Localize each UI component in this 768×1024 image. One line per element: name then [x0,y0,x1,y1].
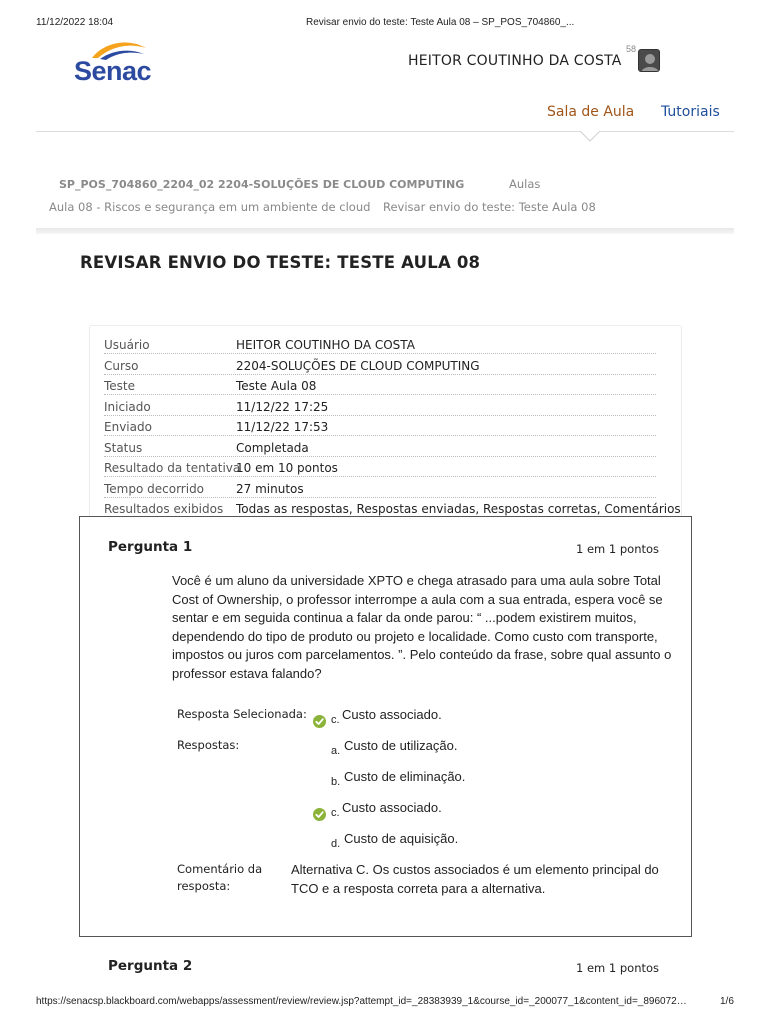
print-url: https://senacsp.blackboard.com/webapps/assessment/review/review.jsp?attempt_id=_28383939_1&course_id=_200077_1&content_id=_896072… [36,996,687,1007]
answer-text-c: Custo associado. [342,800,442,815]
answer-letter-c: c. [331,807,340,819]
info-label: Tempo decorrido [104,481,205,496]
print-doc-title: Revisar envio do teste: Teste Aula 08 – SP_POS_704860_... [306,17,575,28]
info-row-resultado [104,457,656,477]
info-row-enviado [104,416,656,436]
nav-tutoriais[interactable]: Tutoriais [661,104,720,120]
question-1-title: Pergunta 1 [108,539,193,555]
nav-active-caret-icon [580,131,600,143]
info-label: Teste [104,379,136,393]
avatar[interactable] [638,49,660,72]
info-row-iniciado [104,396,656,416]
answer-text-b: Custo de eliminação. [344,769,466,784]
selected-answer-text: Custo associado. [342,707,442,722]
answers-label: Respostas: [177,738,240,752]
info-value: 27 minutos [236,481,304,496]
info-row-resultados-exibidos [104,498,681,518]
print-page-number: 1/6 [720,996,734,1007]
user-avatar-icon [639,50,660,72]
correct-check-icon [313,808,326,821]
info-value: 11/12/22 17:53 [236,420,329,434]
info-value: Todas as respostas, Respostas enviadas, Respostas corretas, Comentários [236,502,681,516]
breadcrumb-course[interactable]: SP_POS_704860_2204_02 2204-SOLUÇÕES DE CLOUD COMPUTING [59,178,465,191]
print-header [0,17,768,31]
info-row-teste [104,375,656,395]
nav-sala-de-aula[interactable]: Sala de Aula [547,104,635,120]
info-value: Completada [236,440,309,455]
print-datetime: 11/12/2022 18:04 [36,17,114,28]
info-label: Resultados exibidos [104,502,224,516]
notification-count-badge[interactable]: 58 [626,44,637,54]
answer-letter-d: d. [331,838,341,850]
logo-text: Senac [74,56,152,86]
info-value: 10 em 10 pontos [236,461,338,475]
info-label: Iniciado [104,399,151,414]
selected-answer-letter: c. [331,714,340,726]
answer-letter-b: b. [331,776,341,788]
answer-text-a: Custo de utilização. [344,738,458,753]
nav-divider [36,131,734,132]
info-label: Enviado [104,420,152,434]
info-label: Usuário [104,338,150,352]
info-row-usuario [104,334,656,354]
breadcrumb-aulas[interactable]: Aulas [509,177,541,191]
selected-answer-label: Resposta Selecionada: [177,707,307,721]
info-value: 2204-SOLUÇÕES DE CLOUD COMPUTING [236,358,480,373]
user-name[interactable]: HEITOR COUTINHO DA COSTA [408,53,622,69]
question-2-title: Pergunta 2 [108,958,193,974]
breadcrumb-current: Revisar envio do teste: Teste Aula 08 [383,200,596,214]
question-1-points: 1 em 1 pontos [576,542,660,556]
info-row-status [104,437,656,457]
info-label: Status [104,440,143,455]
info-row-curso [104,355,656,375]
answer-text-d: Custo de aquisição. [344,831,459,846]
info-label: Curso [104,358,139,373]
question-1-card [79,516,692,937]
correct-check-icon [313,715,326,728]
info-value: HEITOR COUTINHO DA COSTA [236,338,415,352]
info-value: Teste Aula 08 [236,379,317,393]
page-title: REVISAR ENVIO DO TESTE: TESTE AULA 08 [80,253,481,272]
breadcrumb-aula[interactable]: Aula 08 - Riscos e segurança em um ambiente de cloud [49,200,371,214]
info-value: 11/12/22 17:25 [236,399,329,414]
comment-label: Comentário da resposta: [177,862,263,893]
print-footer [0,996,768,1010]
breadcrumb-shadow-bar [36,228,734,234]
question-2-points: 1 em 1 pontos [576,961,660,975]
answer-letter-a: a. [331,745,341,757]
info-label: Resultado da tentativa [104,461,241,475]
question-1-text: Você é um aluno da universidade XPTO e chega atrasado para uma aula sobre Total Cost of Ownership, o professor interrompe a aula com a sua entrada, espera você se sentar e em seguida continua a falar da onde parou: “ ...podem existirem muitos, dependendo do tipo de produto ou projeto e localidade. Como custo com transporte, impostos ou juros com parcelamentos. ”. Pelo conteúdo da frase, sobre qual assunto o professor estava falando? [172,573,672,681]
senac-logo[interactable] [74,38,154,88]
answer-comment: Alternativa C. Os custos associados é um elemento principal do TCO e a resposta correta para a alternativa. [291,862,659,896]
info-row-tempo [104,478,656,498]
